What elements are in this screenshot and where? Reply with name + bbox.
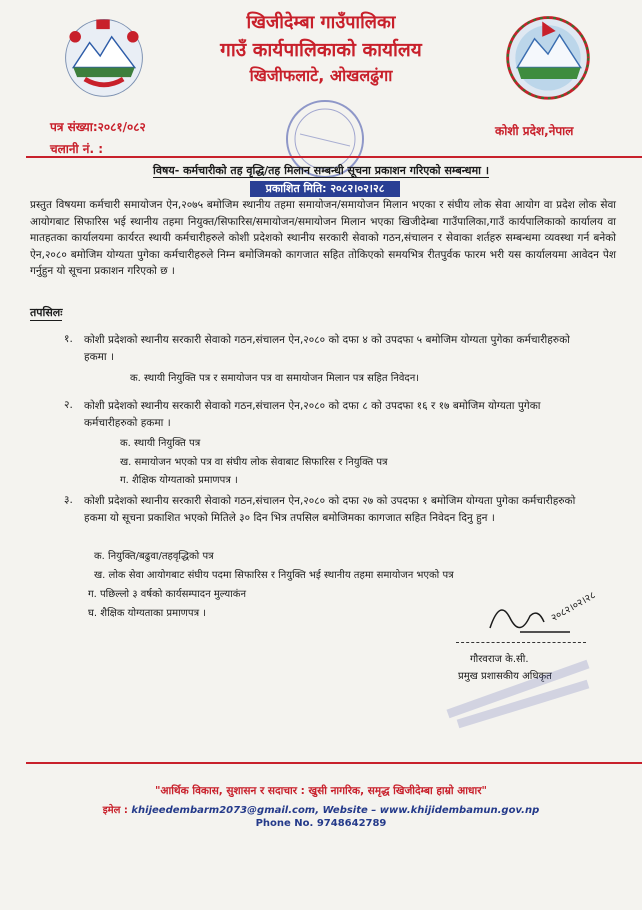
list-subitem: घ. शैक्षिक योग्यताका प्रमाणपत्र ।: [88, 608, 207, 619]
intro-paragraph: प्रस्तुत विषयमा कर्मचारी समायोजन ऐन,२०७५ बमोजिम स्थानीय तहमा समायोजन/समायोजन मिलान भएका र संघीय लोक सेवा आयोग वा प्रदेश लोक सेवा आयोगबाट सिफारिस भई स्थानीय तहमा नियुक्त/सिफारिस/समायोजन/समायोजन मिलान भएका खिजीदेम्बा गाउँपालिका,गाउँ कार्यपालिकाको कार्यालय वा मातहतका कार्यालयमा कार्यरत स्थायी कर्मचारीहरुले कोशी प्रदेशको स्थानीय सरकारी सेवाको गठन,संचालन र सेवाका शर्तहरु सम्बन्धमा व्यवस्था गर्न बनेको ऐन,२०८० बमोजिम योग्यता पुगेका कर्मचारीहरुले निम्न बमोजिमको कागजात सहित तोकिएको समयभित्र रीतपुर्वक फारम भरी यस कार्यालयमा आवेदन पेश गर्नुहुन यो सूचना प्रकाशन गरिएको छ ।: [30, 199, 616, 278]
signatory-title: प्रमुख प्रशासकीय अधिकृत: [458, 671, 552, 682]
signatory-name: गौरवराज के.सी.: [470, 654, 529, 665]
subject-line: [0, 163, 642, 178]
website-link[interactable]: www.khijidembamun.gov.np: [379, 805, 540, 816]
email-label: इमेल :: [102, 805, 128, 816]
footer-contact: [0, 802, 642, 816]
list-item: कोशी प्रदेशको स्थानीय सरकारी सेवाको गठन,संचालन ऐन,२०८० को दफा ४ को उपदफा ५ बमोजिम योग्यता पुगेका कर्मचारीहरुको हकमा ।: [84, 334, 570, 363]
list-subitem: क. नियुक्ति/बढुवा/तहवृद्धिको पत्र: [94, 551, 214, 562]
list-subitem: क. स्थायी नियुक्ति पत्र र समायोजन पत्र वा समायोजन मिलान पत्र सहित निवेदन।: [130, 373, 420, 384]
item-number: २.: [64, 399, 73, 411]
email-link[interactable]: khijeedembarm2073@gmail.com,: [131, 805, 320, 816]
office-name-line-2: गाउँ कार्यपालिकाको कार्यालय: [220, 39, 422, 61]
website-label: Website –: [322, 805, 377, 816]
subject-text: विषय- कर्मचारीको तह वृद्धि/तह मिलान सम्बन्धी सूचना प्रकाशन गरिएको सम्बन्धमा ।: [153, 164, 489, 177]
list-subitem: ग. पछिल्लो ३ वर्षको कार्यसम्पादन मुल्याकंन: [88, 589, 246, 600]
reference-number: पत्र संख्या:२०८१/०८२: [50, 120, 146, 134]
list-subitem: ख. समायोजन भएको पत्र वा संघीय लोक सेवाबाट सिफारिस र नियुक्ति पत्र: [120, 457, 388, 468]
officer-stamp: [438, 624, 598, 734]
item-number: ३.: [64, 494, 73, 506]
footer-divider: [26, 762, 642, 764]
footer-phone: Phone No. 9748642789: [255, 818, 387, 829]
signature-date: २०८२।०२।२८: [549, 590, 598, 625]
details-heading: तपसिलः: [30, 306, 63, 319]
list-subitem: क. स्थायी नियुक्ति पत्र: [120, 438, 201, 449]
published-date-badge: प्रकाशित मिति: २०८२।०२।२८: [250, 181, 400, 197]
list-item: कोशी प्रदेशको स्थानीय सरकारी सेवाको गठन,संचालन ऐन,२०८० को दफा २७ को उपदफा १ बमोजिम योग्यता पुगेका कर्मचारीहरुको हकमा यो सूचना प्रकाशित भएको मितिले ३० दिन भित्र तपसिल बमोजिमका कागजात सहित निवेदन दिनु हुन ।: [84, 495, 576, 524]
list-subitem: ग. शैक्षिक योग्यताको प्रमाणपत्र ।: [120, 475, 238, 486]
province-label: कोशी प्रदेश,नेपाल: [495, 124, 574, 138]
office-name-line-1: खिजीदेम्बा गाउँपालिका: [246, 12, 396, 33]
footer-slogan: "आर्थिक विकास, सुशासन र सदाचार : खुसी नागरिक, समृद्ध खिजीदेम्बा हाम्रो आधार": [155, 785, 487, 797]
list-item: कोशी प्रदेशको स्थानीय सरकारी सेवाको गठन,संचालन ऐन,२०८० को दफा ८ को उपदफा १६ र १७ बमोजिम योग्यता पुगेका कर्मचारीहरुको हकमा ।: [84, 400, 541, 429]
office-address: खिजीफलाटे, ओखलढुंगा: [249, 66, 393, 85]
header-divider: [26, 156, 642, 158]
dispatch-number: चलानी नं. :: [50, 142, 104, 156]
item-number: १.: [64, 333, 73, 345]
list-subitem: ख. लोक सेवा आयोगबाट संघीय पदमा सिफारिस र नियुक्ति भई स्थानीय तहमा समायोजन भएको पत्र: [94, 570, 454, 581]
